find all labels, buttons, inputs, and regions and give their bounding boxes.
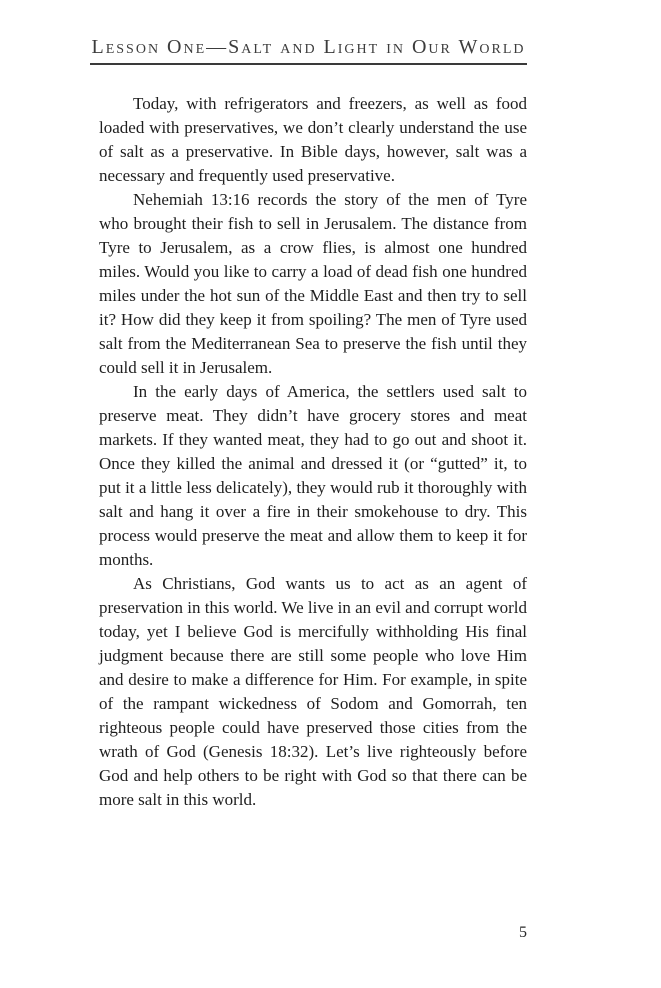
paragraph-early-america: In the early days of America, the settlers used salt to preserve meat. They didn’t have grocery stores and meat markets. If they wanted meat, they had to go out and shoot it. Once they killed the animal and dressed it (or “gutted” it, to put it a little less delicately), they would rub it thoroughly with salt and hang it over a fire in their smokehouse to dry. This process would preserve the meat and allow them to keep it for months. [99,382,527,569]
paragraph-today-preservatives: Today, with refrigerators and freezers, as well as food loaded with preservatives, we don’t clearly understand the use of salt as a preservative. In Bible days, however, salt was a necessary and frequently used preservative. [99,94,527,185]
paragraph-nehemiah-tyre: Nehemiah 13:16 records the story of the men of Tyre who brought their fish to sell in Jerusalem. The distance from Tyre to Jerusalem, as a crow flies, is almost one hundred miles. Would you like to carry a load of dead fish one hundred miles under the hot sun of the Middle East and then try to sell it? How did they keep it from spoiling? The men of Tyre used salt from the Mediterranean Sea to preserve the fish until they could sell it in Jerusalem. [99,190,527,377]
paragraph-as-christians: As Christians, God wants us to act as an agent of preservation in this world. We live in an evil and corrupt world today, yet I believe God is mercifully withholding His final judgment because there are still some people who love Him and desire to make a difference for Him. For example, in spite of the rampant wickedness of Sodom and Gomorrah, ten righteous people could have preserved those cities from the wrath of God (Genesis 18:32). Let’s live righteously before God and help others to be right with God so that there can be more salt in this world. [99,574,527,809]
page-header [90,36,527,65]
page-number: 5 [519,924,527,941]
body-text [99,92,527,812]
header-rule [90,63,527,65]
chapter-heading: Lesson One—Salt and Light in Our World [91,36,526,58]
